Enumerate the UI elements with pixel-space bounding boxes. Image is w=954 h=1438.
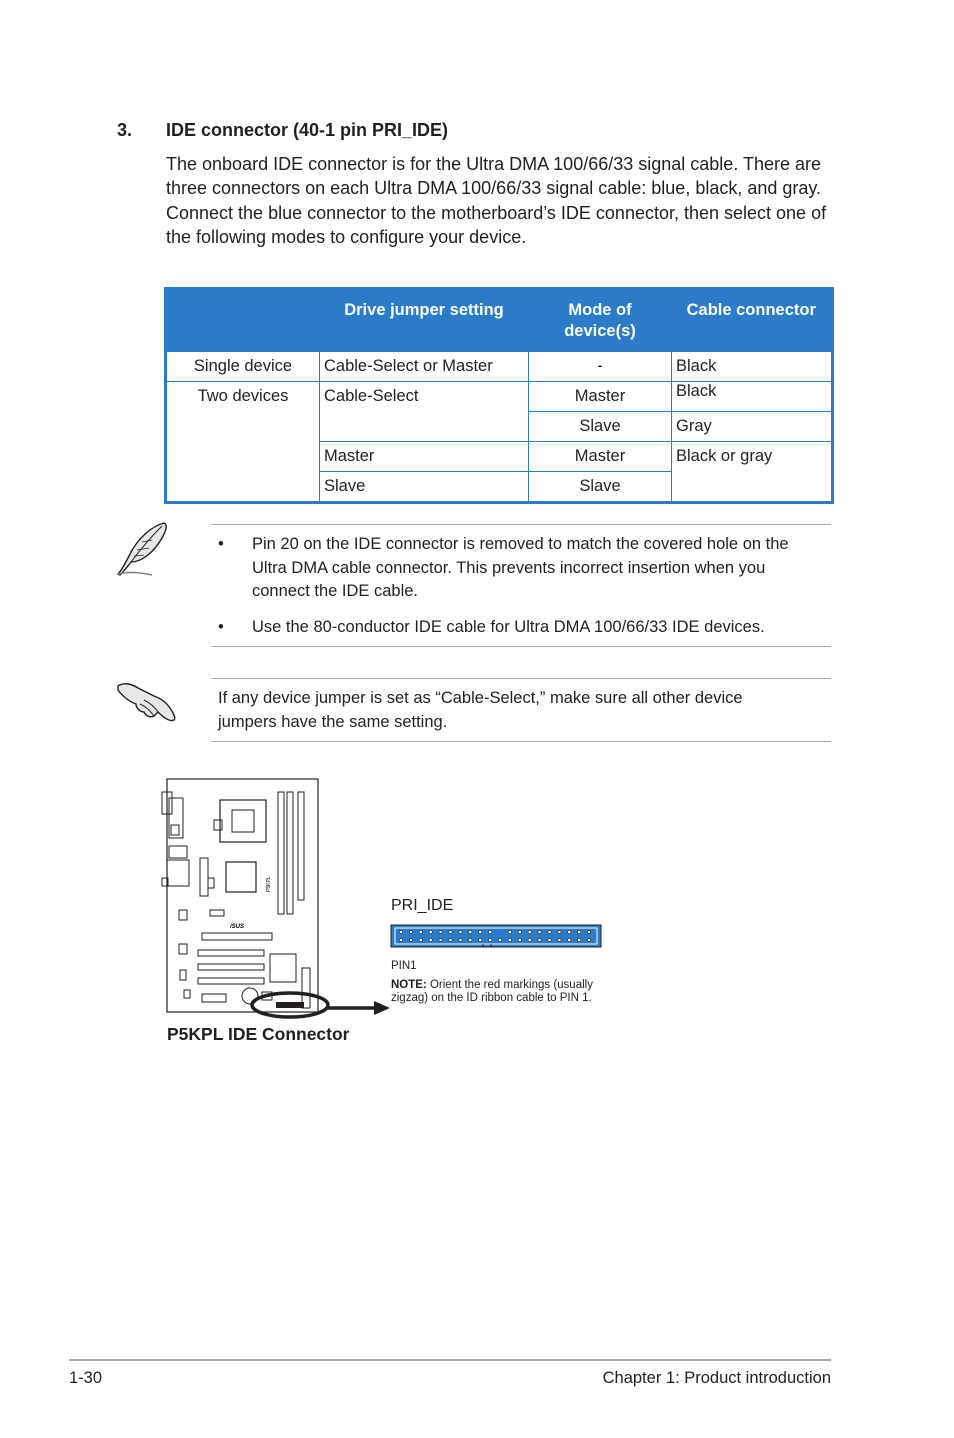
pri-ide-label: PRI_IDE — [391, 897, 454, 914]
page-number: 1-30 — [69, 1369, 103, 1387]
header-pin — [399, 938, 402, 941]
pin1-label: PIN1 — [391, 960, 417, 972]
table-cell: Master — [529, 442, 672, 472]
header-pin — [419, 930, 422, 933]
header-pin — [558, 938, 561, 941]
header-pin — [459, 930, 462, 933]
header-pin — [459, 938, 462, 941]
table-cell: Cable-Select — [320, 382, 529, 442]
feather-note-icon — [112, 520, 174, 578]
header-pin — [399, 930, 402, 933]
table-cell: Black — [672, 382, 833, 412]
arrow-head — [374, 1001, 390, 1015]
board-model-label: P5KPL — [266, 876, 272, 892]
table-header — [166, 289, 320, 352]
note-text: Use the 80-conductor IDE cable for Ultra DMA 100/66/33 IDE devices. — [252, 618, 765, 636]
diagram-caption: P5KPL IDE Connector — [167, 1024, 350, 1044]
table-header: Mode of device(s) — [529, 289, 672, 352]
header-pin — [449, 938, 452, 941]
table-header: Cable connector — [672, 289, 833, 352]
section-body: The onboard IDE connector is for the Ultra DMA 100/66/33 signal cable. There are three connectors on each Ultra DMA 100/66/33 signal cable: blue, black, and gray. Connect the blue connector to the motherboard’s IDE connector, then select one of the following modes to configure your device. — [166, 154, 827, 247]
header-pin — [479, 938, 482, 941]
warning-bottom-rule — [211, 741, 831, 742]
section-title: IDE connector (40-1 pin PRI_IDE) — [166, 120, 449, 140]
orientation-note — [391, 979, 601, 1005]
header-pin — [548, 938, 551, 941]
table-cell: Master — [529, 382, 672, 412]
note-list — [218, 533, 828, 643]
table-cell: - — [529, 352, 672, 382]
header-pin — [409, 938, 412, 941]
table-cell: Slave — [529, 412, 672, 442]
header-pin — [469, 938, 472, 941]
header-pin — [449, 930, 452, 933]
footer-rule — [69, 1359, 831, 1361]
header-pin — [498, 938, 501, 941]
chapter-title: Chapter 1: Product introduction — [602, 1369, 831, 1387]
table-cell: Gray — [672, 412, 833, 442]
header-pin — [578, 930, 581, 933]
table-cell: Master — [320, 442, 529, 472]
header-pin — [588, 938, 591, 941]
header-pin — [489, 930, 492, 933]
board-brand-logo: /SUS — [230, 924, 245, 930]
header-pin — [558, 930, 561, 933]
note-bold-label: NOTE: — [391, 979, 427, 991]
header-pin — [409, 930, 412, 933]
table-row — [166, 382, 833, 412]
header-pin — [518, 930, 521, 933]
board-outline — [167, 779, 318, 1012]
pointing-hand-icon — [114, 676, 180, 724]
header-pin — [508, 930, 511, 933]
warning-text: If any device jumper is set as “Cable-Select,” make sure all other device jumpers have the same setting. — [218, 689, 743, 731]
header-pin — [419, 938, 422, 941]
header-pin — [429, 930, 432, 933]
header-pin — [439, 930, 442, 933]
header-pin — [518, 938, 521, 941]
table-cell: Slave — [529, 472, 672, 503]
table-cell: Cable-Select or Master — [320, 352, 529, 382]
header-pin — [578, 938, 581, 941]
table-cell: Black — [672, 352, 833, 382]
header-pin — [568, 938, 571, 941]
motherboard-diagram — [150, 770, 620, 1060]
header-pin — [528, 930, 531, 933]
header-pin — [479, 930, 482, 933]
header-pin — [489, 938, 492, 941]
header-pin — [469, 930, 472, 933]
note-body: Orient the red markings (usually zigzag) on the ID ribbon cable to PIN 1. — [391, 979, 593, 1004]
header-pin — [429, 938, 432, 941]
jumper-table — [164, 287, 834, 504]
note-top-rule — [211, 524, 831, 525]
table-cell: Single device — [166, 352, 320, 382]
header-pin — [439, 938, 442, 941]
table-header-row — [166, 289, 833, 352]
table-header: Drive jumper setting — [320, 289, 529, 352]
header-pin — [538, 930, 541, 933]
board-ide-connector — [276, 1002, 304, 1008]
header-pin — [548, 930, 551, 933]
header-pin — [508, 938, 511, 941]
note-bottom-rule — [211, 646, 831, 647]
table-row — [166, 352, 833, 382]
section-number: 3. — [117, 120, 133, 140]
header-pin — [588, 930, 591, 933]
warning-top-rule — [211, 678, 831, 679]
header-pin — [528, 938, 531, 941]
note-text: Pin 20 on the IDE connector is removed to match the covered hole on the Ultra DMA cable connector. This prevents incorrect insertion when you connect the IDE cable. — [252, 535, 789, 600]
table-cell: Slave — [320, 472, 529, 503]
header-pin — [568, 930, 571, 933]
bullet: • — [218, 535, 224, 553]
table-cell: Black or gray — [672, 442, 833, 503]
header-pin — [538, 938, 541, 941]
bullet: • — [218, 618, 224, 636]
table-cell: Two devices — [166, 382, 320, 503]
